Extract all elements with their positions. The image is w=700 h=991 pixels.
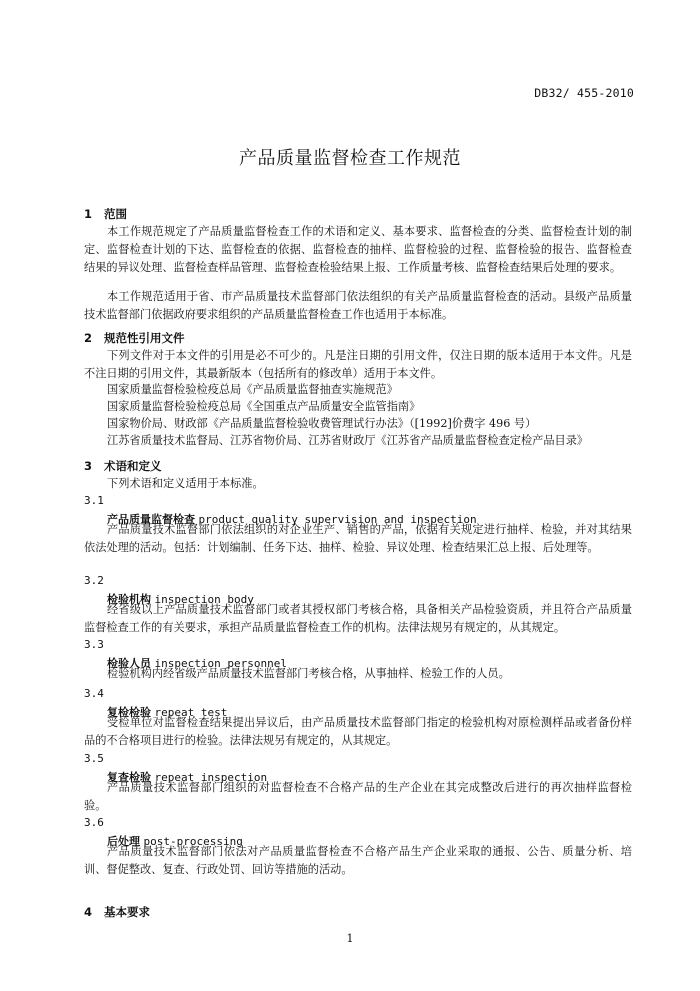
- section-3-heading: [84, 458, 162, 474]
- reference-item: 国家质量监督检验检疫总局《产品质量监督抽查实施规范》: [107, 383, 398, 396]
- section-number: 3: [84, 459, 93, 473]
- term-definition: 受检单位对监督检查结果提出异议后，由产品质量技术监督部门指定的检验机构对原检测样品或者备份样品的不合格项目进行的检验。法律法规另有规定的，从其规定。: [84, 716, 632, 747]
- standard-code: DB32/ 455-2010: [534, 86, 634, 100]
- term-english: inspection personnel: [154, 657, 287, 670]
- section-2-heading: [84, 330, 185, 346]
- term-english: post-processing: [143, 835, 243, 848]
- section-title: 范围: [104, 207, 127, 221]
- term-number: 3.5: [84, 752, 104, 765]
- reference-item: 国家质量监督检验检疫总局《全国重点产品质量安全监管指南》: [107, 400, 421, 413]
- term-english: product quality supervision and inspection: [198, 513, 477, 526]
- term-definition: 检验机构内经省级产品质量技术监督部门考核合格，从事抽样、检验工作的人员。: [107, 667, 510, 680]
- section-4-heading: [84, 904, 150, 920]
- term-definition: 产品质量技术监督部门依法组织的对企业生产、销售的产品，依据有关规定进行抽样、检验，并对其结果依法处理的活动。包括：计划编制、任务下达、抽样、检验、异议处理、检查结果汇总上报、后处理等。: [84, 523, 632, 554]
- section-title: 术语和定义: [104, 459, 162, 473]
- scope-applicability-paragraph: 本工作规范适用于省、市产品质量技术监督部门依法组织的有关产品质量监督检查的活动。县级产品质量技术监督部门依据政府要求组织的产品质量监督检查工作也适用于本标准。: [84, 290, 632, 321]
- term-chinese: 后处理: [107, 835, 140, 848]
- reference-item: 江苏省质量技术监督局、江苏省物价局、江苏省财政厅《江苏省产品质量监督检查定检产品目录》: [107, 434, 589, 447]
- term-number: 3.3: [84, 638, 104, 651]
- section-number: 4: [84, 905, 93, 919]
- term-chinese: 产品质量监督检查: [107, 513, 195, 526]
- term-chinese: 复检检验: [107, 706, 151, 719]
- section-number: 1: [84, 207, 93, 221]
- reference-item: 国家物价局、财政部《产品质量监督检验收费管理试行办法》（[1992]价费字 496 号）: [107, 417, 537, 430]
- section-number: 2: [84, 331, 93, 345]
- term-definition: 产品质量技术监督部门依法对产品质量监督检查不合格产品生产企业采取的通报、公告、质量分析、培训、督促整改、复查、行政处罚、回访等措施的活动。: [84, 845, 632, 876]
- term-definition: 产品质量技术监督部门组织的对监督检查不合格产品的生产企业在其完成整改后进行的再次抽样监督检验。: [84, 781, 632, 812]
- term-number: 3.4: [84, 687, 104, 700]
- term-definition: 经省级以上产品质量技术监督部门或者其授权部门考核合格，具备相关产品检验资质，并且符合产品质量监督检查工作的有关要求，承担产品质量监督检查工作的机构。法律法规另有规定的，从其规定。: [84, 603, 632, 634]
- references-intro: 下列文件对于本文件的引用是必不可少的。凡是注日期的引用文件，仅注日期的版本适用于本文件。凡是不注日期的引用文件，其最新版本（包括所有的修改单）适用于本文件。: [84, 349, 632, 380]
- term-number: 3.2: [84, 574, 104, 587]
- section-1-heading: [84, 206, 127, 222]
- term-english: repeat inspection: [154, 771, 268, 784]
- term-number: 3.1: [84, 494, 104, 507]
- term-chinese: 检验机构: [107, 593, 151, 606]
- section-title: 规范性引用文件: [104, 331, 185, 345]
- scope-paragraph: 本工作规范规定了产品质量监督检查工作的术语和定义、基本要求、监督检查的分类、监督检查计划的制定、监督检查计划的下达、监督检查的依据、监督检查的抽样、监督检验的过程、监督检验的报告、监督检查结果的异议处理、监督检查样品管理、监督检查检验结果上报、工作质量考核、监督检查结果后处理的要求。: [84, 225, 632, 274]
- document-title: 产品质量监督检查工作规范: [239, 148, 461, 169]
- term-english: inspection body: [154, 593, 254, 606]
- section-title: 基本要求: [104, 905, 150, 919]
- terms-intro: 下列术语和定义适用于本标准。: [107, 477, 264, 490]
- page-number: 1: [346, 932, 354, 945]
- term-english: repeat test: [154, 706, 228, 719]
- term-chinese: 复查检验: [107, 771, 151, 784]
- term-number: 3.6: [84, 816, 104, 829]
- term-chinese: 检验人员: [107, 657, 151, 670]
